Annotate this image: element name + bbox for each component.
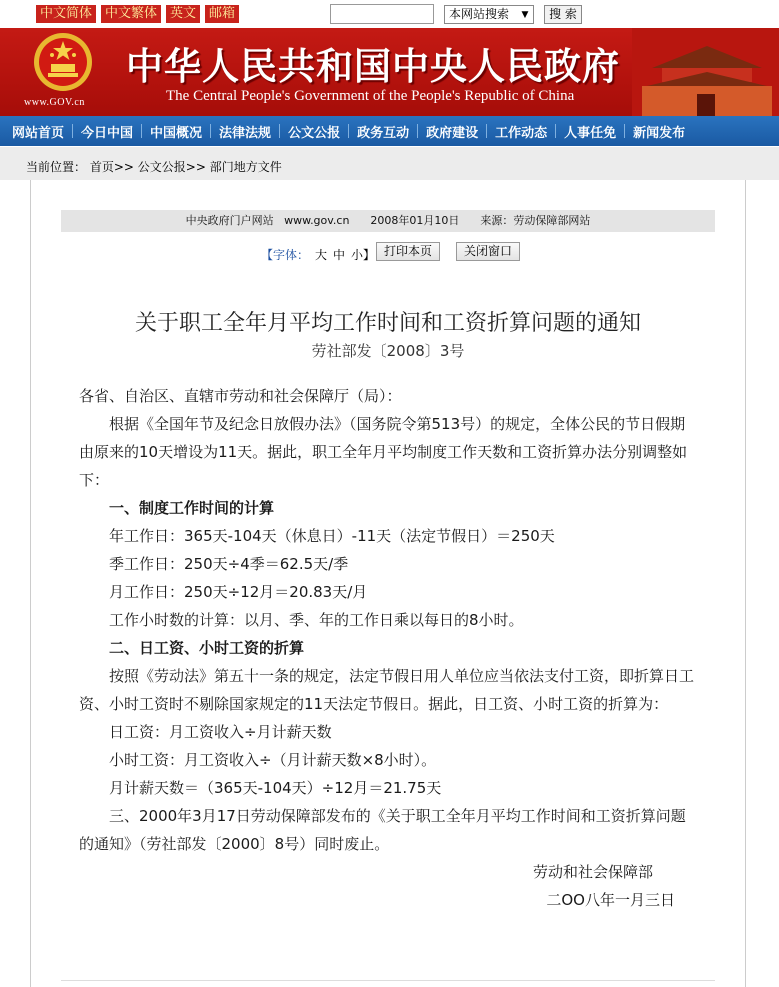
- document-paragraph: 月计薪天数＝（365天-104天）÷12月＝21.75天: [109, 779, 442, 797]
- site-banner: [0, 28, 779, 116]
- nav-divider: [486, 124, 487, 138]
- document-paragraph: 日工资：月工资收入÷月计薪天数: [109, 723, 332, 741]
- print-button[interactable]: 打印本页: [376, 242, 440, 261]
- top-link[interactable]: 邮箱: [205, 5, 239, 23]
- document-paragraph: 三、2000年3月17日劳动保障部发布的《关于职工全年月平均工作时间和工资折算问题的通知》（劳社部发〔2000〕8号）同时废止。: [79, 807, 686, 853]
- document-paragraph: 小时工资：月工资收入÷（月计薪天数×8小时）。: [109, 751, 437, 769]
- national-emblem-icon: [32, 31, 94, 93]
- article-tools: [31, 240, 745, 262]
- nav-item[interactable]: 人事任免: [564, 125, 617, 141]
- top-link[interactable]: 中文简体: [36, 5, 96, 23]
- site-title-en: The Central People's Government of the People's Republic of China: [166, 88, 575, 104]
- search-scope-label: 本网站搜索: [449, 7, 510, 21]
- nav-item[interactable]: 中国概况: [150, 125, 203, 141]
- top-links: [36, 5, 244, 23]
- site-title-cn: 中华人民共和国中央人民政府: [126, 45, 620, 88]
- site-url: www.GOV.cn: [24, 97, 85, 108]
- close-window-button[interactable]: 关闭窗口: [456, 242, 520, 261]
- nav-divider: [417, 124, 418, 138]
- font-size-controls: [261, 246, 375, 263]
- document-paragraph: 按照《劳动法》第五十一条的规定，法定节假日用人单位应当依法支付工资，即折算日工资、小时工资时不剔除国家规定的11天法定节假日。据此，日工资、小时工资的折算为：: [79, 667, 695, 713]
- section-heading: 一、制度工作时间的计算: [109, 499, 275, 517]
- nav-divider: [348, 124, 349, 138]
- signature-line: 劳动和社会保障部: [532, 863, 653, 881]
- nav-item[interactable]: 政务互动: [357, 125, 410, 141]
- nav-item[interactable]: 政府建设: [426, 125, 479, 141]
- search-scope-select[interactable]: [444, 5, 534, 24]
- nav-item[interactable]: 法律法规: [219, 125, 272, 141]
- bottom-divider: [61, 980, 715, 981]
- breadcrumb: [0, 146, 779, 180]
- nav-divider: [72, 124, 73, 138]
- section-heading: 二、日工资、小时工资的折算: [109, 639, 305, 657]
- font-small-link[interactable]: 小】: [351, 248, 376, 262]
- top-link[interactable]: 英文: [166, 5, 200, 23]
- chevron-down-icon: ▼: [521, 10, 529, 20]
- document-paragraph: 各省、自治区、直辖市劳动和社会保障厅（局）：: [79, 387, 402, 405]
- document-paragraph: 年工作日：365天-104天（休息日）-11天（法定节假日）＝250天: [109, 527, 555, 545]
- nav-divider: [555, 124, 556, 138]
- breadcrumb-path[interactable]: 首页>> 公文公报>> 部门地方文件: [89, 160, 282, 174]
- font-size-label: 【字体：: [261, 248, 310, 262]
- search-input[interactable]: [330, 4, 434, 24]
- article-frame: [30, 180, 746, 987]
- document-paragraph: 季工作日：250天÷4季＝62.5天/季: [109, 555, 349, 573]
- breadcrumb-label: 当前位置：: [26, 160, 87, 174]
- nav-item[interactable]: 公文公报: [288, 125, 341, 141]
- font-large-link[interactable]: 大: [315, 248, 328, 262]
- nav-divider: [279, 124, 280, 138]
- search-button[interactable]: 搜 索: [544, 5, 582, 24]
- font-medium-link[interactable]: 中: [333, 248, 346, 262]
- nav-item[interactable]: 今日中国: [81, 125, 134, 141]
- document-title: 关于职工全年月平均工作时间和工资折算问题的通知: [134, 311, 641, 336]
- nav-item[interactable]: 网站首页: [12, 125, 65, 141]
- top-link[interactable]: 中文繁体: [101, 5, 161, 23]
- nav-item[interactable]: 工作动态: [495, 125, 548, 141]
- top-bar: [0, 0, 779, 28]
- nav-divider: [624, 124, 625, 138]
- main-nav: [0, 116, 779, 146]
- document-number: 劳社部发〔2008〕3号: [311, 342, 465, 360]
- tiananmen-gate-icon: [632, 28, 779, 116]
- document-paragraph: 月工作日：250天÷12月＝20.83天/月: [109, 583, 368, 601]
- document-paragraph: 根据《全国年节及纪念日放假办法》（国务院令第513号）的规定，全体公民的节日假期由原来的10天增设为11天。据此，职工全年月平均制度工作天数和工资折算办法分别调整如下：: [79, 415, 688, 489]
- nav-item[interactable]: 新闻发布: [633, 125, 686, 141]
- nav-divider: [210, 124, 211, 138]
- nav-divider: [141, 124, 142, 138]
- document-body: [79, 382, 699, 914]
- document-paragraph: 工作小时数的计算：以月、季、年的工作日乘以每日的8小时。: [109, 611, 524, 629]
- article-meta: 中央政府门户网站 www.gov.cn 2008年01月10日 来源：劳动保障部网站: [61, 210, 715, 232]
- signature-line: 二OO八年一月三日: [546, 891, 675, 909]
